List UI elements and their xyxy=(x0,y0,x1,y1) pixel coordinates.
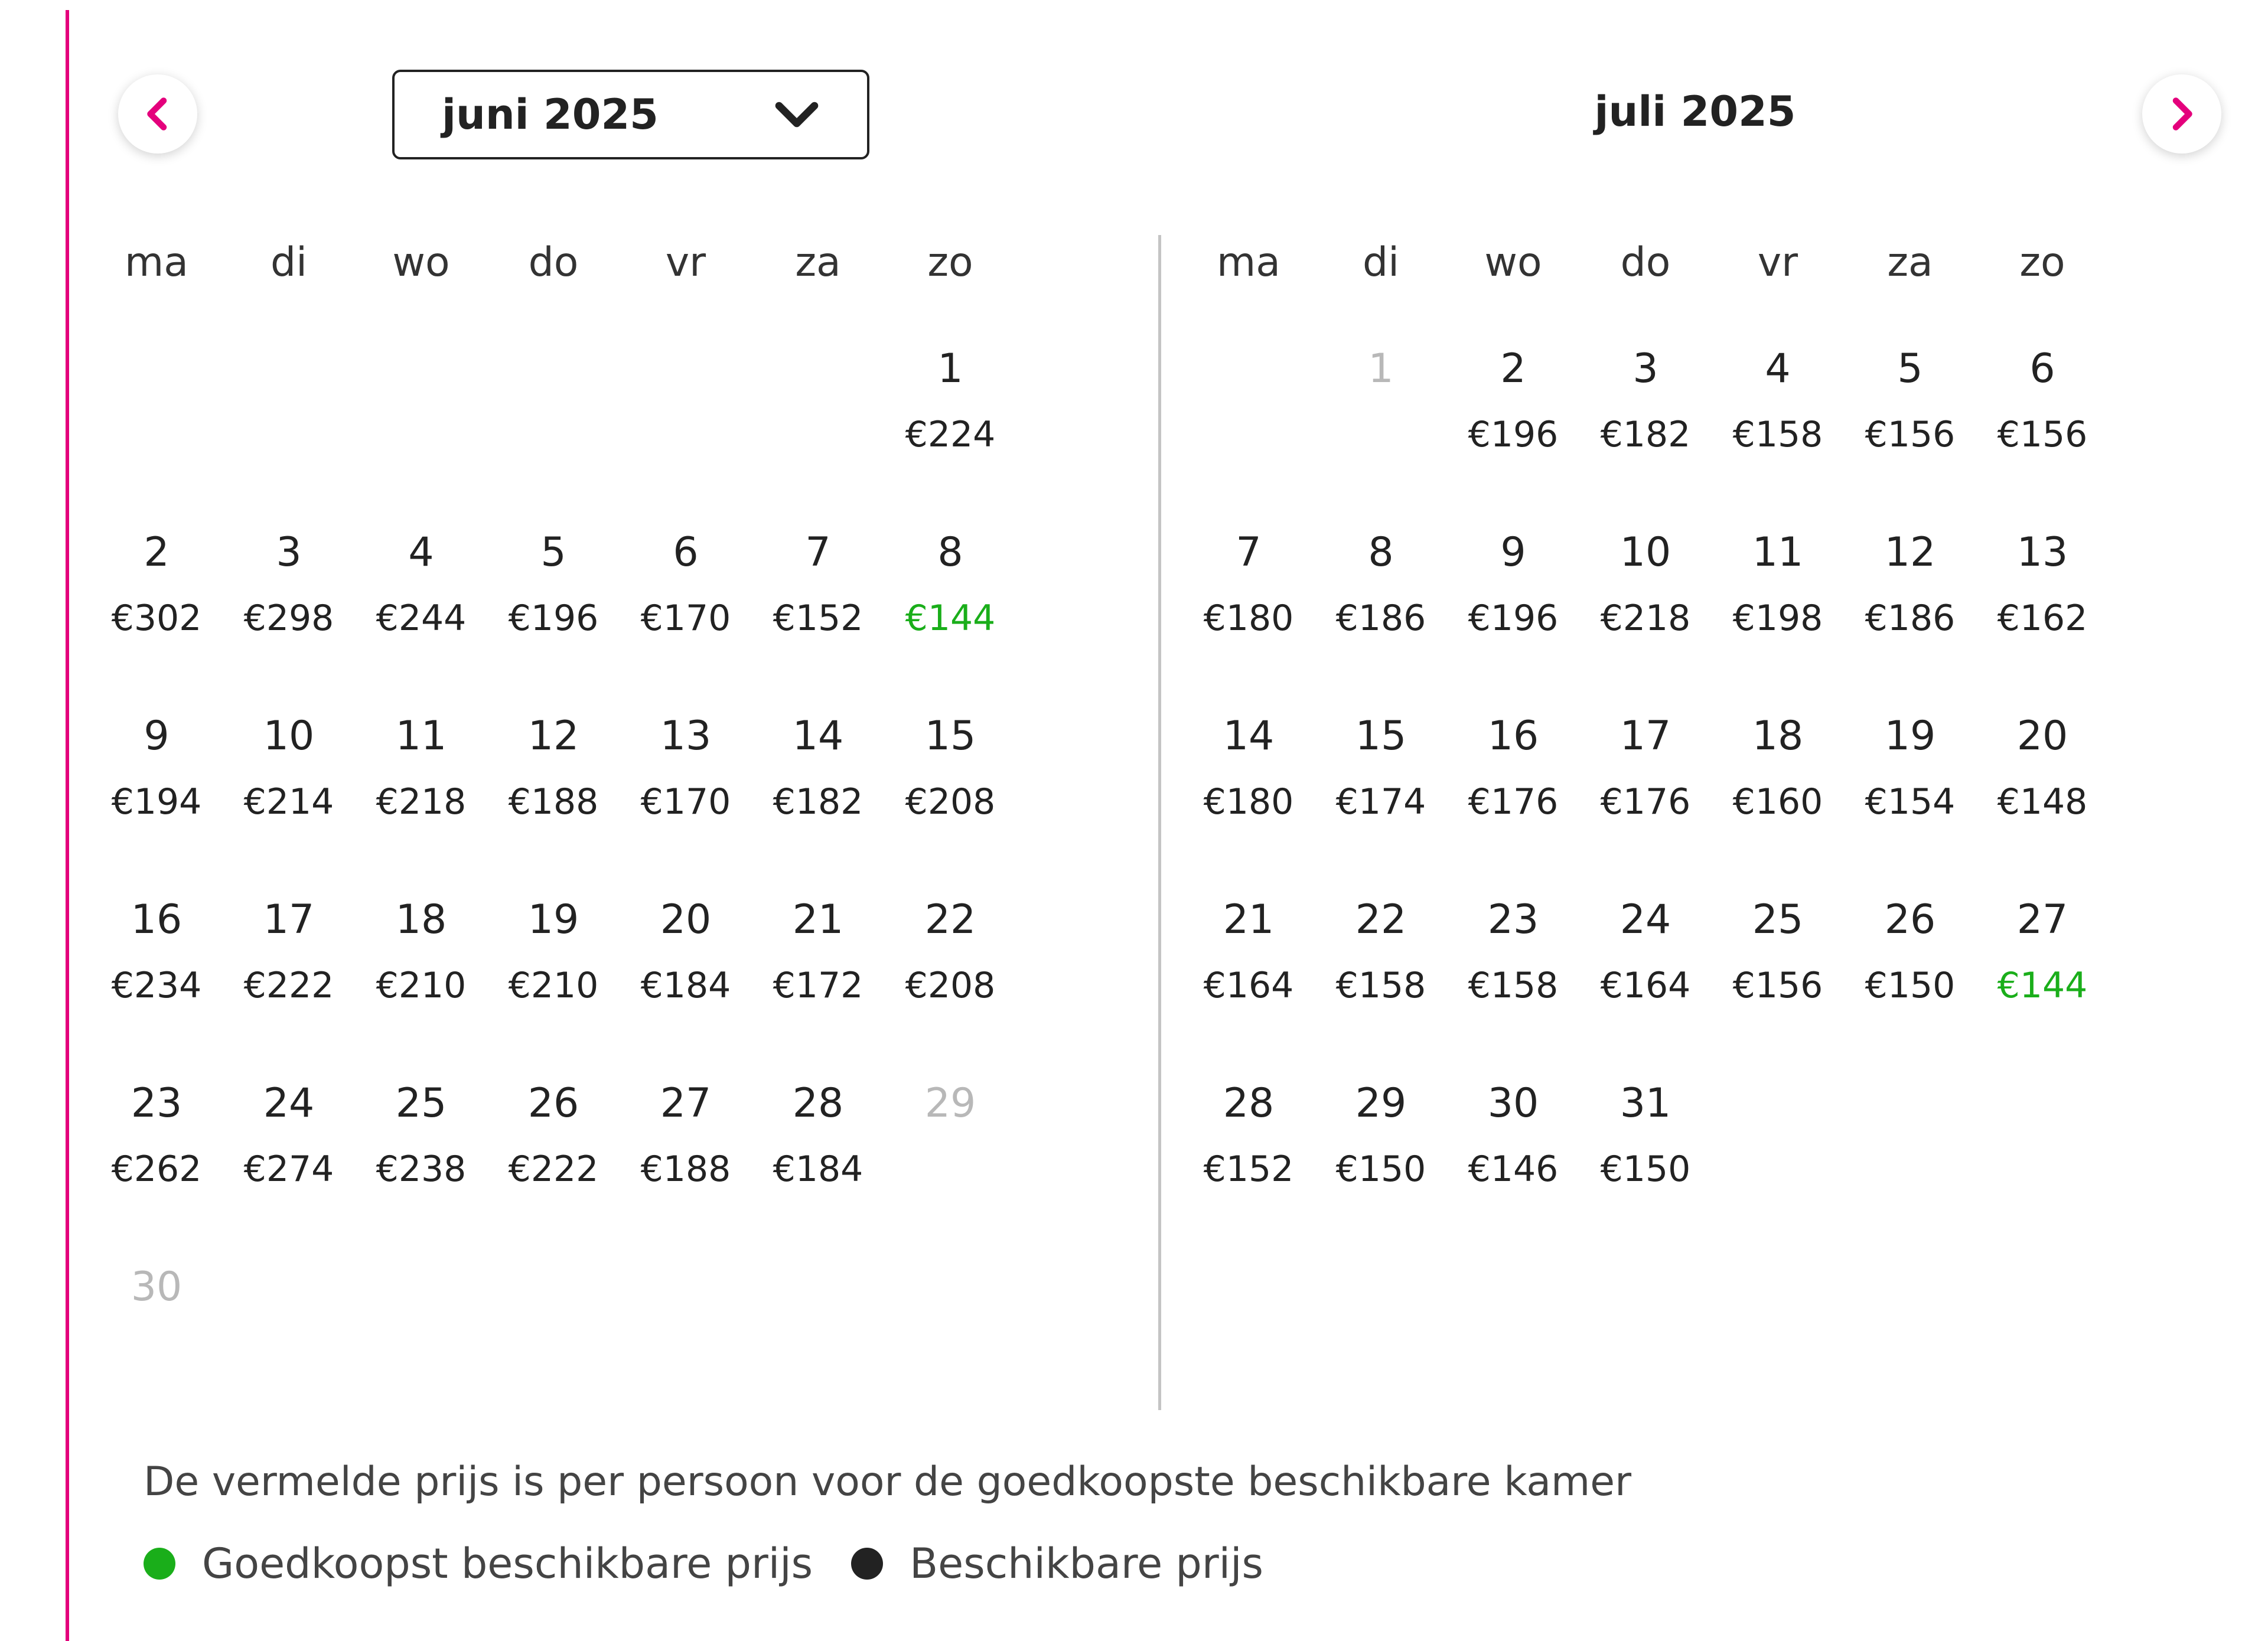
day-number: 21 xyxy=(1223,896,1275,943)
calendar-day[interactable] xyxy=(223,1079,354,1256)
day-price-cheapest: €144 xyxy=(1997,965,2088,1006)
calendar-day[interactable] xyxy=(752,895,884,1072)
weekday-header: za xyxy=(795,239,841,286)
day-price-cheapest: €144 xyxy=(905,598,996,639)
day-price: €196 xyxy=(508,598,599,639)
day-price: €238 xyxy=(376,1149,467,1190)
calendar-day[interactable] xyxy=(1315,1079,1446,1256)
day-price: €148 xyxy=(1997,781,2088,823)
calendar-day[interactable] xyxy=(1845,712,1976,889)
calendar-day[interactable] xyxy=(223,528,354,705)
day-price: €210 xyxy=(508,965,599,1006)
day-price: €244 xyxy=(376,598,467,639)
weekday-header: vr xyxy=(1757,239,1798,286)
day-price: €158 xyxy=(1335,965,1426,1006)
weekday-header: wo xyxy=(392,239,450,286)
day-number: 13 xyxy=(2016,529,2068,576)
day-price: €274 xyxy=(243,1149,334,1190)
calendar-day[interactable] xyxy=(1448,344,1579,521)
calendar-day[interactable] xyxy=(1580,895,1711,1072)
day-price: €302 xyxy=(111,598,202,639)
day-number: 16 xyxy=(131,896,183,943)
day-number: 7 xyxy=(805,529,831,576)
calendar-day[interactable] xyxy=(488,1079,619,1256)
calendar-day[interactable] xyxy=(1977,712,2108,889)
day-number: 17 xyxy=(263,896,315,943)
calendar-day[interactable] xyxy=(1712,344,1843,521)
day-number: 28 xyxy=(792,1080,844,1127)
calendar-day[interactable] xyxy=(1712,528,1843,705)
calendar-day[interactable] xyxy=(1315,712,1446,889)
calendar-day[interactable] xyxy=(885,344,1016,521)
calendar-day[interactable] xyxy=(91,712,222,889)
day-price: €180 xyxy=(1203,781,1294,823)
day-price: €224 xyxy=(905,414,996,455)
calendar-day[interactable] xyxy=(620,895,751,1072)
day-number: 30 xyxy=(131,1264,183,1310)
day-price: €218 xyxy=(1600,598,1691,639)
day-price: €176 xyxy=(1468,781,1559,823)
day-number: 4 xyxy=(408,529,434,576)
calendar-day[interactable] xyxy=(885,895,1016,1072)
day-number: 1 xyxy=(937,345,963,392)
day-price: €198 xyxy=(1732,598,1823,639)
legend-item-available xyxy=(851,1539,1263,1588)
day-number: 23 xyxy=(1487,896,1539,943)
day-number: 20 xyxy=(2016,713,2068,759)
month-select-dropdown[interactable] xyxy=(392,70,869,159)
day-price: €186 xyxy=(1335,598,1426,639)
day-price: €170 xyxy=(640,598,731,639)
day-number: 18 xyxy=(395,896,447,943)
calendar-day xyxy=(1315,344,1446,521)
day-price: €184 xyxy=(773,1149,863,1190)
calendar-day xyxy=(91,1262,222,1440)
day-number: 25 xyxy=(1752,896,1804,943)
calendar-day[interactable] xyxy=(885,712,1016,889)
day-price: €150 xyxy=(1335,1149,1426,1190)
day-number: 5 xyxy=(540,529,566,576)
day-price: €154 xyxy=(1865,781,1956,823)
day-number: 16 xyxy=(1487,713,1539,759)
day-number: 4 xyxy=(1765,345,1791,392)
weekday-header: vr xyxy=(665,239,706,286)
day-number: 7 xyxy=(1236,529,1262,576)
day-number: 1 xyxy=(1368,345,1394,392)
calendar-day[interactable] xyxy=(488,895,619,1072)
calendar-day[interactable] xyxy=(356,712,487,889)
calendar-day[interactable] xyxy=(1580,1079,1711,1256)
day-number: 11 xyxy=(1752,529,1804,576)
day-price: €156 xyxy=(1732,965,1823,1006)
calendar-day[interactable] xyxy=(1448,712,1579,889)
calendar-day[interactable] xyxy=(1845,895,1976,1072)
day-price: €172 xyxy=(773,965,863,1006)
previous-month-button[interactable] xyxy=(118,74,197,154)
calendar-day[interactable] xyxy=(1845,344,1976,521)
day-number: 14 xyxy=(1223,713,1275,759)
calendar-day[interactable] xyxy=(488,528,619,705)
day-number: 19 xyxy=(527,896,579,943)
calendar-day[interactable] xyxy=(1580,712,1711,889)
day-number: 20 xyxy=(660,896,712,943)
calendar-day[interactable] xyxy=(620,712,751,889)
day-number: 10 xyxy=(263,713,315,759)
day-price: €160 xyxy=(1732,781,1823,823)
day-number: 17 xyxy=(1619,713,1671,759)
day-number: 23 xyxy=(131,1080,183,1127)
day-price: €182 xyxy=(773,781,863,823)
day-price: €180 xyxy=(1203,598,1294,639)
calendar-day[interactable] xyxy=(1183,712,1314,889)
day-number: 31 xyxy=(1619,1080,1671,1127)
day-price: €196 xyxy=(1468,598,1559,639)
day-number: 28 xyxy=(1223,1080,1275,1127)
day-number: 3 xyxy=(1632,345,1658,392)
calendar-day[interactable] xyxy=(752,528,884,705)
price-legend xyxy=(144,1534,1302,1593)
calendar-day[interactable] xyxy=(1580,528,1711,705)
day-number: 12 xyxy=(1884,529,1936,576)
left-accent-border xyxy=(66,10,69,1641)
day-price: €170 xyxy=(640,781,731,823)
calendar-day[interactable] xyxy=(1315,528,1446,705)
month-select-label: juni 2025 xyxy=(442,90,659,139)
weekday-header: zo xyxy=(2019,239,2065,286)
calendar-day[interactable] xyxy=(1712,712,1843,889)
day-number: 3 xyxy=(276,529,302,576)
day-number: 9 xyxy=(1500,529,1526,576)
day-price: €210 xyxy=(376,965,467,1006)
day-number: 24 xyxy=(1619,896,1671,943)
day-number: 9 xyxy=(144,713,170,759)
day-price: €186 xyxy=(1865,598,1956,639)
day-price: €234 xyxy=(111,965,202,1006)
day-number: 10 xyxy=(1619,529,1671,576)
day-price: €208 xyxy=(905,965,996,1006)
day-number: 13 xyxy=(660,713,712,759)
month-divider xyxy=(1158,235,1161,1410)
day-number: 22 xyxy=(1355,896,1407,943)
day-number: 18 xyxy=(1752,713,1804,759)
legend-label-available: Beschikbare prijs xyxy=(910,1539,1264,1588)
day-price: €188 xyxy=(640,1149,731,1190)
legend-label-cheapest: Goedkoopst beschikbare prijs xyxy=(202,1539,813,1588)
day-price: €194 xyxy=(111,781,202,823)
calendar-day[interactable] xyxy=(620,528,751,705)
day-number: 8 xyxy=(1368,529,1394,576)
calendar-day[interactable] xyxy=(1977,895,2108,1072)
calendar-day[interactable] xyxy=(91,528,222,705)
calendar-day[interactable] xyxy=(885,528,1016,705)
calendar-day[interactable] xyxy=(752,712,884,889)
day-price: €196 xyxy=(1468,414,1559,455)
day-price: €208 xyxy=(905,781,996,823)
day-price: €184 xyxy=(640,965,731,1006)
day-price: €150 xyxy=(1600,1149,1691,1190)
day-number: 26 xyxy=(527,1080,579,1127)
day-number: 15 xyxy=(1355,713,1407,759)
day-number: 2 xyxy=(1500,345,1526,392)
day-number: 30 xyxy=(1487,1080,1539,1127)
calendar-day[interactable] xyxy=(1448,1079,1579,1256)
day-number: 25 xyxy=(395,1080,447,1127)
day-number: 2 xyxy=(144,529,170,576)
day-number: 29 xyxy=(1355,1080,1407,1127)
day-price: €162 xyxy=(1997,598,2088,639)
calendar-day[interactable] xyxy=(356,895,487,1072)
day-price: €188 xyxy=(508,781,599,823)
day-price: €158 xyxy=(1732,414,1823,455)
day-number: 12 xyxy=(527,713,579,759)
calendar-day[interactable] xyxy=(1183,528,1314,705)
weekday-header: ma xyxy=(1217,239,1280,286)
day-price: €164 xyxy=(1600,965,1691,1006)
day-number: 27 xyxy=(2016,896,2068,943)
calendar-day[interactable] xyxy=(488,712,619,889)
day-price: €152 xyxy=(773,598,863,639)
day-price: €182 xyxy=(1600,414,1691,455)
day-price: €176 xyxy=(1600,781,1691,823)
weekday-header: do xyxy=(528,239,579,286)
day-price: €152 xyxy=(1203,1149,1294,1190)
day-number: 21 xyxy=(792,896,844,943)
calendar-day[interactable] xyxy=(1183,895,1314,1072)
day-number: 15 xyxy=(924,713,976,759)
legend-item-cheapest xyxy=(144,1539,813,1588)
day-price: €214 xyxy=(243,781,334,823)
calendar-day[interactable] xyxy=(1315,895,1446,1072)
weekday-header: zo xyxy=(927,239,973,286)
day-price: €156 xyxy=(1865,414,1956,455)
day-number: 8 xyxy=(937,529,963,576)
day-price: €150 xyxy=(1865,965,1956,1006)
weekday-header: wo xyxy=(1484,239,1542,286)
calendar-day[interactable] xyxy=(1183,1079,1314,1256)
next-month-button[interactable] xyxy=(2142,74,2221,154)
price-footnote: De vermelde prijs is per persoon voor de goedkoopste beschikbare kamer xyxy=(144,1459,1632,1505)
day-number: 11 xyxy=(395,713,447,759)
green-dot-icon xyxy=(144,1548,175,1580)
month-title-july: juli 2025 xyxy=(1594,87,1796,136)
day-price: €222 xyxy=(243,965,334,1006)
weekday-header: di xyxy=(1362,239,1400,286)
day-number: 22 xyxy=(924,896,976,943)
calendar-day[interactable] xyxy=(1448,528,1579,705)
weekday-header: ma xyxy=(125,239,188,286)
calendar-day[interactable] xyxy=(1580,344,1711,521)
day-number: 6 xyxy=(2029,345,2055,392)
day-number: 5 xyxy=(1897,345,1923,392)
calendar-day[interactable] xyxy=(752,1079,884,1256)
day-price: €156 xyxy=(1997,414,2088,455)
day-price: €218 xyxy=(376,781,467,823)
calendar-day[interactable] xyxy=(1845,528,1976,705)
chevron-down-icon xyxy=(774,100,820,129)
day-price: €298 xyxy=(243,598,334,639)
day-price: €174 xyxy=(1335,781,1426,823)
day-price: €164 xyxy=(1203,965,1294,1006)
day-number: 6 xyxy=(673,529,699,576)
day-number: 29 xyxy=(924,1080,976,1127)
calendar-day[interactable] xyxy=(1712,895,1843,1072)
black-dot-icon xyxy=(851,1548,883,1580)
day-price: €146 xyxy=(1468,1149,1559,1190)
day-price: €222 xyxy=(508,1149,599,1190)
day-price: €158 xyxy=(1468,965,1559,1006)
calendar-day[interactable] xyxy=(1977,344,2108,521)
day-number: 19 xyxy=(1884,713,1936,759)
calendar-day[interactable] xyxy=(1448,895,1579,1072)
calendar-day[interactable] xyxy=(620,1079,751,1256)
day-number: 27 xyxy=(660,1080,712,1127)
weekday-header: di xyxy=(270,239,308,286)
chevron-left-icon xyxy=(140,96,175,132)
calendar-day[interactable] xyxy=(1977,528,2108,705)
calendar-day xyxy=(885,1079,1016,1256)
day-number: 24 xyxy=(263,1080,315,1127)
calendar-day[interactable] xyxy=(223,895,354,1072)
calendar-day[interactable] xyxy=(223,712,354,889)
calendar-day[interactable] xyxy=(356,528,487,705)
day-price: €262 xyxy=(111,1149,202,1190)
calendar-day[interactable] xyxy=(356,1079,487,1256)
calendar-day[interactable] xyxy=(91,1079,222,1256)
day-number: 14 xyxy=(792,713,844,759)
day-number: 26 xyxy=(1884,896,1936,943)
calendar-day[interactable] xyxy=(91,895,222,1072)
chevron-right-icon xyxy=(2164,96,2199,132)
weekday-header: za xyxy=(1887,239,1933,286)
weekday-header: do xyxy=(1620,239,1671,286)
